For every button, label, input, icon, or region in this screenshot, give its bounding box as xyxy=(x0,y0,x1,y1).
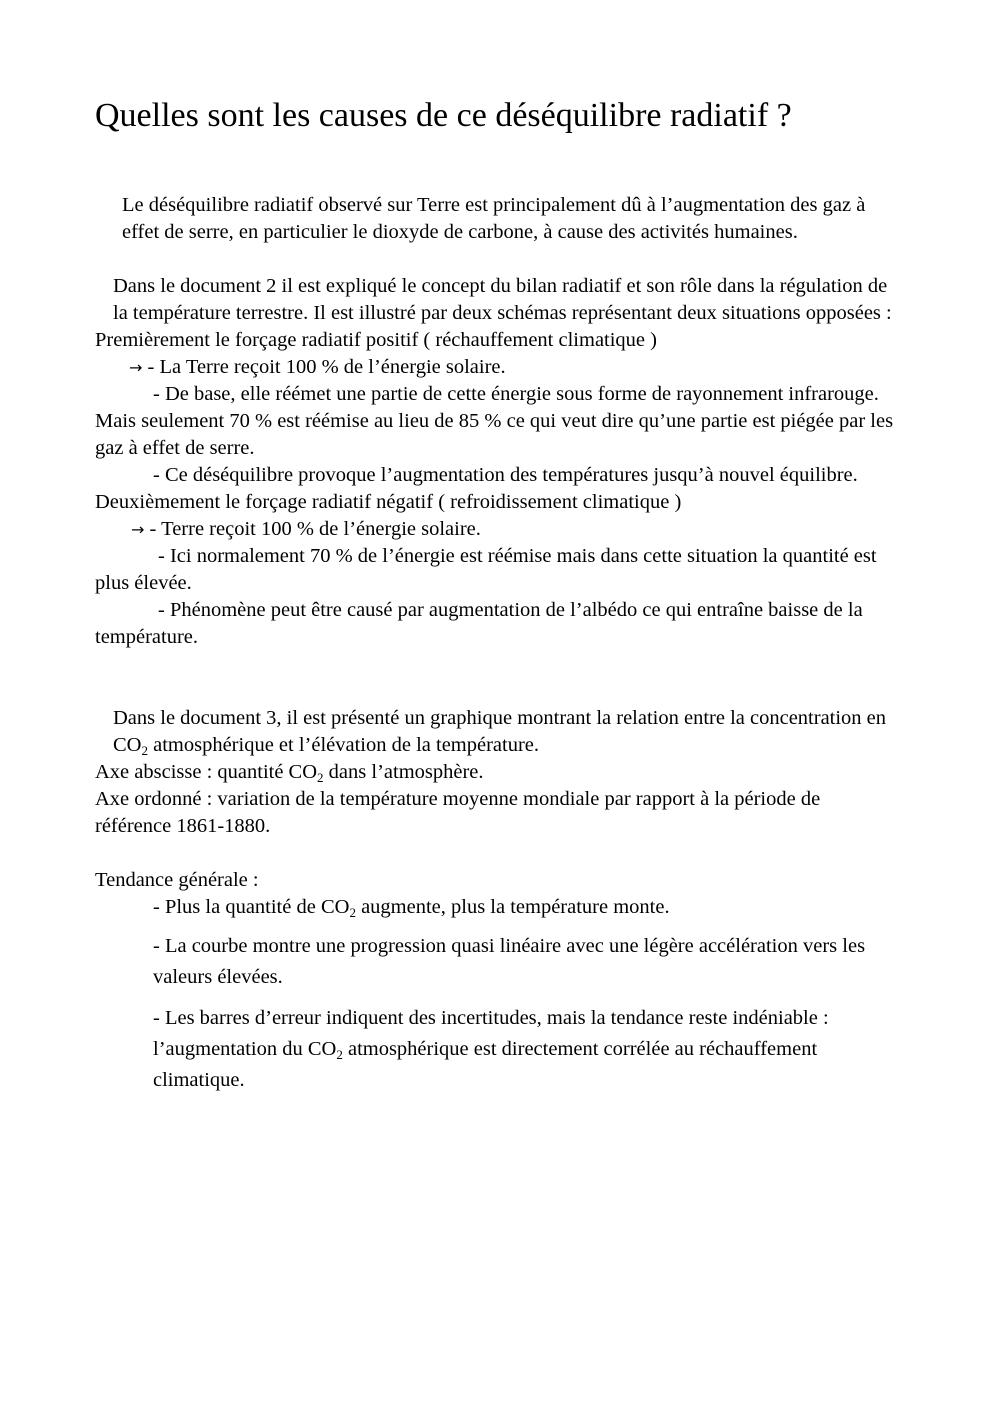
co2-subscript: 2 xyxy=(336,1047,343,1062)
page-title: Quelles sont les causes de ce déséquilibre radiatif ? xyxy=(95,97,792,134)
case1-point3 xyxy=(95,462,900,489)
case2-point3-text: - Phénomène peut être causé par augmentation de l’albédo ce qui entraîne baisse de la température. xyxy=(95,599,863,648)
spacer xyxy=(95,840,900,867)
co2-subscript: 2 xyxy=(141,743,148,758)
tendance-point1 xyxy=(95,894,900,921)
tendance-point1-text: - Plus la quantité de CO xyxy=(153,896,350,918)
case2-point1 xyxy=(95,516,900,543)
document-body xyxy=(95,192,900,1096)
axis-abscisse xyxy=(95,759,900,786)
axis-abscisse-text-end: dans l’atmosphère. xyxy=(323,761,484,783)
spacer xyxy=(95,651,900,705)
tendance-point3 xyxy=(95,1003,900,1096)
case2-heading: Deuxièmement le forçage radiatif négatif ( refroidissement climatique ) xyxy=(95,491,682,513)
case1-point1-text: - La Terre reçoit 100 % de l’énergie solaire. xyxy=(147,356,506,378)
doc3-intro-text-end: atmosphérique et l’élévation de la température. xyxy=(147,734,540,756)
tendance-point3-text-end: atmosphérique est directement corrélée au réchauffement climatique. xyxy=(153,1038,818,1091)
co2-subscript: 2 xyxy=(317,770,324,785)
case2-point1-text: - Terre reçoit 100 % de l’énergie solaire. xyxy=(149,518,481,540)
case1-point2-text: - De base, elle réémet une partie de cette énergie sous forme de rayonnement infrarouge. Mais seulement 70 % est réémise au lieu de 85 % ce qui veut dire qu’une partie est piégée par les gaz à effet de serre. xyxy=(95,383,894,459)
spacer xyxy=(95,246,900,273)
tendance-point2: - La courbe montre une progression quasi linéaire avec une légère accélération vers les valeurs élevées. xyxy=(153,935,866,988)
doc3-intro-paragraph xyxy=(95,705,900,759)
tendance-point3-text: - Les barres d’erreur indiquent des incertitudes, mais la tendance reste indéniable : l’augmentation du CO xyxy=(153,1007,829,1060)
case1-point2 xyxy=(95,381,900,462)
case1-heading: Premièrement le forçage radiatif positif ( réchauffement climatique ) xyxy=(95,329,657,351)
axis-abscisse-text: Axe abscisse : quantité CO xyxy=(95,761,318,783)
case2-point2 xyxy=(95,543,900,597)
case2-point3 xyxy=(95,597,900,651)
arrow-icon: → xyxy=(129,358,143,377)
case1-point3-text: - Ce déséquilibre provoque l’augmentation des températures jusqu’à nouvel équilibre. xyxy=(153,464,858,486)
doc2-intro-paragraph: Dans le document 2 il est expliqué le concept du bilan radiatif et son rôle dans la régulation de la température terrestre. Il est illustré par deux schémas représentant deux situations opposées : xyxy=(113,275,892,324)
arrow-icon: → xyxy=(131,520,145,539)
case2-point2-text: - Ici normalement 70 % de l’énergie est réémise mais dans cette situation la quantité est plus élevée. xyxy=(95,545,877,594)
tendance-point1-text-end: augmente, plus la température monte. xyxy=(355,896,670,918)
doc3-intro-text: Dans le document 3, il est présenté un graphique montrant la relation entre la concentration en CO xyxy=(113,707,887,756)
tendance-heading: Tendance générale : xyxy=(95,869,259,891)
co2-subscript: 2 xyxy=(349,905,356,920)
intro-paragraph: Le déséquilibre radiatif observé sur Terre est principalement dû à l’augmentation des gaz à effet de serre, en particulier le dioxyde de carbone, à cause des activités humaines. xyxy=(122,194,866,243)
axis-ordonnee: Axe ordonné : variation de la température moyenne mondiale par rapport à la période de référence 1861-1880. xyxy=(95,788,821,837)
case1-point1 xyxy=(95,354,900,381)
